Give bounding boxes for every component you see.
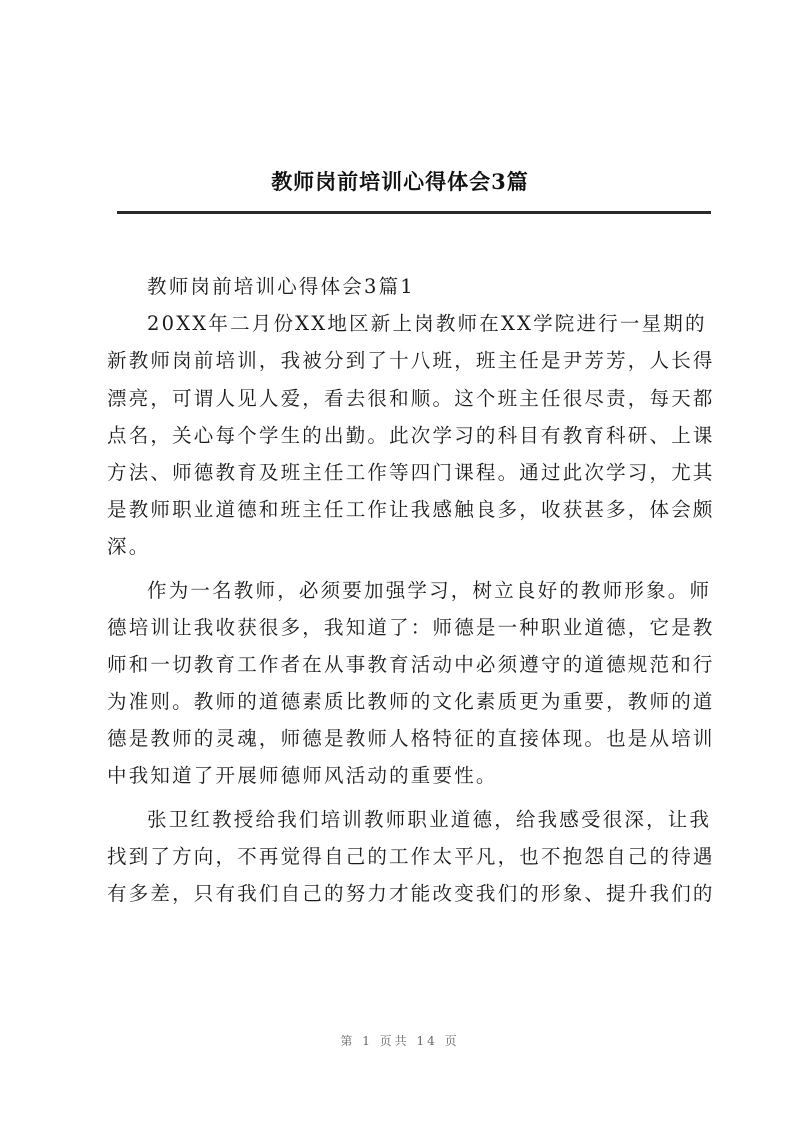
- body-line: 师和一切教育工作者在从事教育活动中必须遵守的道德规范和行: [107, 652, 715, 676]
- body-line: 深。: [107, 535, 151, 559]
- body-line: 教师岗前培训心得体会3篇1: [147, 275, 415, 298]
- document-body: [107, 268, 713, 912]
- body-line: 漂亮，可谓人见人爱，看去很和顺。这个班主任很尽责，每天都: [107, 386, 715, 410]
- body-line: 有多差，只有我们自己的努力才能改变我们的形象、提升我们的: [107, 882, 715, 905]
- body-line: 是教师职业道德和班主任工作让我感触良多，收获甚多，体会颇: [107, 498, 715, 522]
- body-line: 德培训让我收获很多，我知道了：师德是一种职业道德，它是教: [107, 615, 715, 639]
- title-underline-divider: [117, 211, 711, 214]
- body-line: 方法、师德教育及班主任工作等四门课程。通过此次学习，尤其: [107, 460, 715, 484]
- body-line: 点名，关心每个学生的出勤。此次学习的科目有教育科研、上课: [107, 423, 715, 447]
- body-line: 20XX年二月份XX地区新上岗教师在XX学院进行一星期的: [147, 312, 707, 336]
- body-line: 作为一名教师，必须要加强学习，树立良好的教师形象。师: [147, 578, 712, 602]
- body-line: 找到了方向，不再觉得自己的工作太平凡，也不抱怨自己的待遇: [107, 844, 715, 868]
- body-line: 张卫红教授给我们培训教师职业道德，给我感受很深，让我: [147, 807, 712, 831]
- body-line: 新教师岗前培训，我被分到了十八班，班主任是尹芳芳，人长得: [107, 349, 715, 373]
- body-line: 为准则。教师的道德素质比教师的文化素质更为重要，教师的道: [107, 690, 715, 714]
- page-footer: 第 1 页共 14 页: [340, 1034, 460, 1048]
- body-line: 德是教师的灵魂，师德是教师人格特征的直接体现。也是从培训: [107, 727, 715, 751]
- document-title: 教师岗前培训心得体会3篇: [271, 169, 529, 194]
- body-line: 中我知道了开展师德师风活动的重要性。: [107, 764, 498, 788]
